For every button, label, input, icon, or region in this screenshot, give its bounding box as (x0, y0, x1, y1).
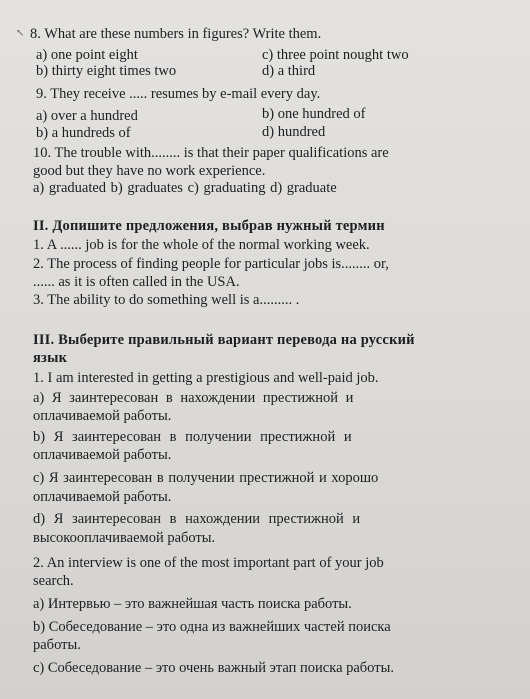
s3-q1-option-b-line-1: b) Я заинтересован в получении престижной и (33, 429, 352, 445)
q9-option-d: d) hundred (262, 124, 326, 140)
q9-title: 9. They receive ..... resumes by e-mail every day. (36, 86, 321, 102)
s3-question-1: 1. I am interested in getting a prestigious and well-paid job. (33, 370, 379, 386)
q8-option-c: c) three point nought two (262, 47, 409, 63)
q8-option-b: b) thirty eight times two (36, 63, 177, 79)
section-2-item-3: 3. The ability to do something well is a......... . (33, 292, 300, 308)
q10-line-1: 10. The trouble with........ is that their paper qualifications are (33, 145, 389, 161)
s3-q2-option-c: с) Собеседование – это очень важный этап поиска работы. (33, 660, 394, 676)
s3-q1-option-a-line-2: оплачиваемой работы. (33, 408, 172, 424)
s3-q2-option-b-line-1: b) Собеседование – это одна из важнейших частей поиска (33, 619, 391, 635)
section-2-title: II. Допишите предложения, выбрав нужный термин (33, 218, 385, 234)
s3-q1-option-d-line-1: d) Я заинтересован в нахождении престижной и (33, 511, 361, 527)
s3-question-2-line-1: 2. An interview is one of the most important part of your job (33, 555, 384, 571)
q9-option-a: a) over a hundred (36, 108, 138, 124)
q9-option-b: b) one hundred of (262, 106, 366, 122)
q8-title: 8. What are these numbers in figures? Write them. (30, 26, 322, 42)
q9-option-c: b) a hundreds of (36, 125, 131, 141)
s3-question-2-line-2: search. (33, 573, 74, 589)
s3-q1-option-c-line-2: оплачиваемой работы. (33, 489, 172, 505)
section-3-title-line-1: III. Выберите правильный вариант перевода на русский (33, 332, 415, 348)
section-3-title-line-2: язык (33, 350, 68, 366)
s3-q2-option-b-line-2: работы. (33, 637, 81, 653)
s3-q1-option-c-line-1: с) Я заинтересован в получении престижной и хорошо (33, 470, 379, 486)
s3-q1-option-a-line-1: а) Я заинтересован в нахождении престижной и (33, 390, 354, 406)
s3-q1-option-d-line-2: высокооплачиваемой работы. (33, 530, 216, 546)
section-2-item-1: 1. A ...... job is for the whole of the normal working week. (33, 237, 370, 253)
s3-q2-option-a: а) Интервью – это важнейшая часть поиска работы. (33, 596, 352, 612)
section-2-item-2-line-2: ...... as it is often called in the USA. (33, 274, 240, 290)
q8-option-d: d) a third (262, 63, 316, 79)
s3-q1-option-b-line-2: оплачиваемой работы. (33, 447, 172, 463)
q10-line-2: good but they have no work experience. (33, 163, 266, 179)
section-2-item-2-line-1: 2. The process of finding people for particular jobs is........ or, (33, 256, 389, 272)
pen-mark-icon: ↖ (16, 28, 25, 39)
q10-options: a) graduated b) graduates c) graduating d) graduate (33, 180, 337, 196)
q8-option-a: a) one point eight (36, 47, 138, 63)
